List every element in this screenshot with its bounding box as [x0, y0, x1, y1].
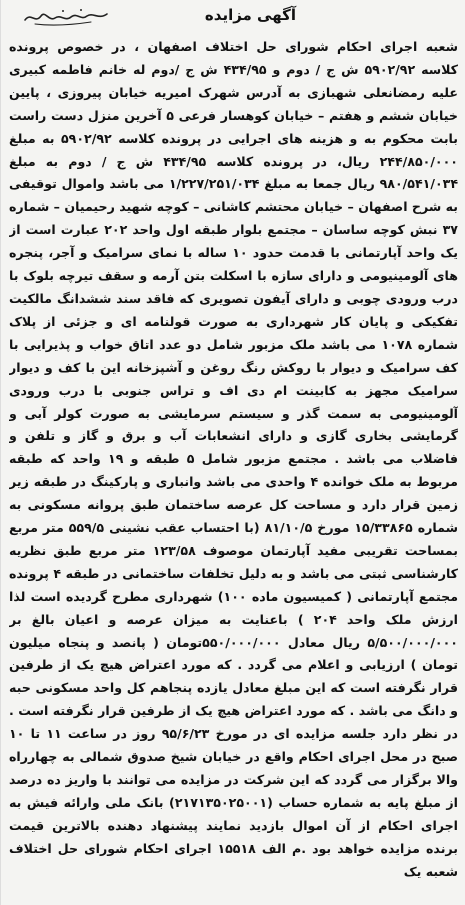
handwritten-signature	[21, 6, 111, 28]
notice-header	[1, 0, 465, 36]
notice-body	[9, 36, 458, 899]
notice-title: آگهی مزایده	[204, 6, 296, 24]
notice-body-text: شعبه اجرای احکام شورای حل اختلاف اصفهان ، در خصوص پرونده کلاسه ۵۹۰۲/۹۲ ش ج / دوم و ۴۳۴/۹۵ ش ج /دوم له خانم فاطمه کبیری علیه رمضانعلی شهبازی به آدرس شهرک امیریه خیابان پیروزی ، پایین خیابان ششم و هفتم – خیابان کوهسار فرعی ۵ آخرین منزل دست راست بابت محکوم به و هزینه های اجرایی در پرونده کلاسه ۵۹۰۲/۹۲ به مبلغ ۲۴۴/۸۵۰/۰۰۰ ریال، در پرونده کلاسه ۴۳۴/۹۵ ش ج / دوم به مبلغ ۹۸۰/۵۴۱/۰۳۴ ریال جمعا به مبلغ ۱/۲۲۷/۲۵۱/۰۳۴ می باشد واموال توقیفی به شرح اصفهان – خیابان محتشم کاشانی – کوچه شهید رحیمیان – شماره ۳۷ نبش کوچه ساسان – مجتمع بلوار طبقه اول واحد ۲۰۲ عبارت است از یک واحد آپارتمانی با قدمت حدود ۱۰ ساله با نمای سرامیک و آجر، پنجره های آلومینیومی و دارای سازه با اسکلت بتن آرمه و سقف تیرچه بلوک با درب ورودی چوبی و دارای آیفون تصویری که فاقد سند ششدانگ مالکیت تفکیکی و پایان کار شهرداری به صورت قولنامه ای و جزئی از پلاک شماره ۱۰۷۸ می باشد ملک مزبور شامل دو عدد اتاق خواب و پذیرایی با کف سرامیک و دیوار با روکش رنگ روغن و آشپزخانه این با کف و دیوار سرامیک مجهز به کابینت ام دی اف و تراس جنوبی با درب ورودی آلومینیومی به سمت گذر و سیستم سرمایشی به صورت کولر آبی و گرمایشی بخاری گازی و دارای انشعابات آب و برق و گاز و تلفن و فاضلاب می باشد . مجتمع مزبور شامل ۵ طبقه و ۱۹ واحد که طبقه مربوط به ملک خوانده ۴ واحدی می باشد وانباری و پارکینگ در طبقه زیر زمین قرار دارد و مساحت کل عرصه ساختمان طبق پروانه مسکونی به شماره ۱۵/۳۳۸۶۵ مورخ ۸۱/۱۰/۵ (با احتساب عقب نشینی ۵۵۹/۵ متر مربع بمساحت تقریبی مفید آپارتمان موصوف ۱۲۳/۵۸ متر مربع طبق نظریه کارشناسی ثبتی می باشد و به دلیل تخلفات ساختمانی در طبقه ۴ پرونده مجتمع آپارتمانی ( کمیسیون ماده ۱۰۰) شهرداری مطرح گردیده است لذا ارزش ملک واحد ۲۰۴ ) باعنایت به میزان عرصه و اعیان بالغ بر ۵/۵۰۰/۰۰۰/۰۰۰ ریال معادل ۵۵۰/۰۰۰/۰۰۰تومان ( پانصد و پنجاه میلیون تومان ) ارزیابی و اعلام می گردد . که مورد اعتراض هیچ یک از طرفین قرار نگرفته است که این مبلغ معادل یازده پنجاهم کل واحد مسکونی حبه و دانگ می باشد . که مورد اعتراض هیچ یک از طرفین قرار نگرفته است . در نظر دارد جلسه مزایده ای در مورخ ۹۵/۶/۲۳ روز در ساعت ۱۱ تا ۱۰ صبح در محل اجرای احکام واقع در خیابان شیخ صدوق شمالی به چهارراه والا برگزار می گردد که این شرکت در مزایده می توانند با واریز ده درصد از مبلغ پایه به شماره حساب (۲۱۷۱۳۵۰۲۵۰۰۱) بانک ملی وارائه فیش به اجرای احکام از آن اموال بازدید نمایند پیشنهاد دهنده بالاترین قیمت برنده مزایده خواهد بود .م الف ۱۵۵۱۸ اجرای احکام شورای حل اختلاف شعبه یک	[9, 39, 458, 879]
